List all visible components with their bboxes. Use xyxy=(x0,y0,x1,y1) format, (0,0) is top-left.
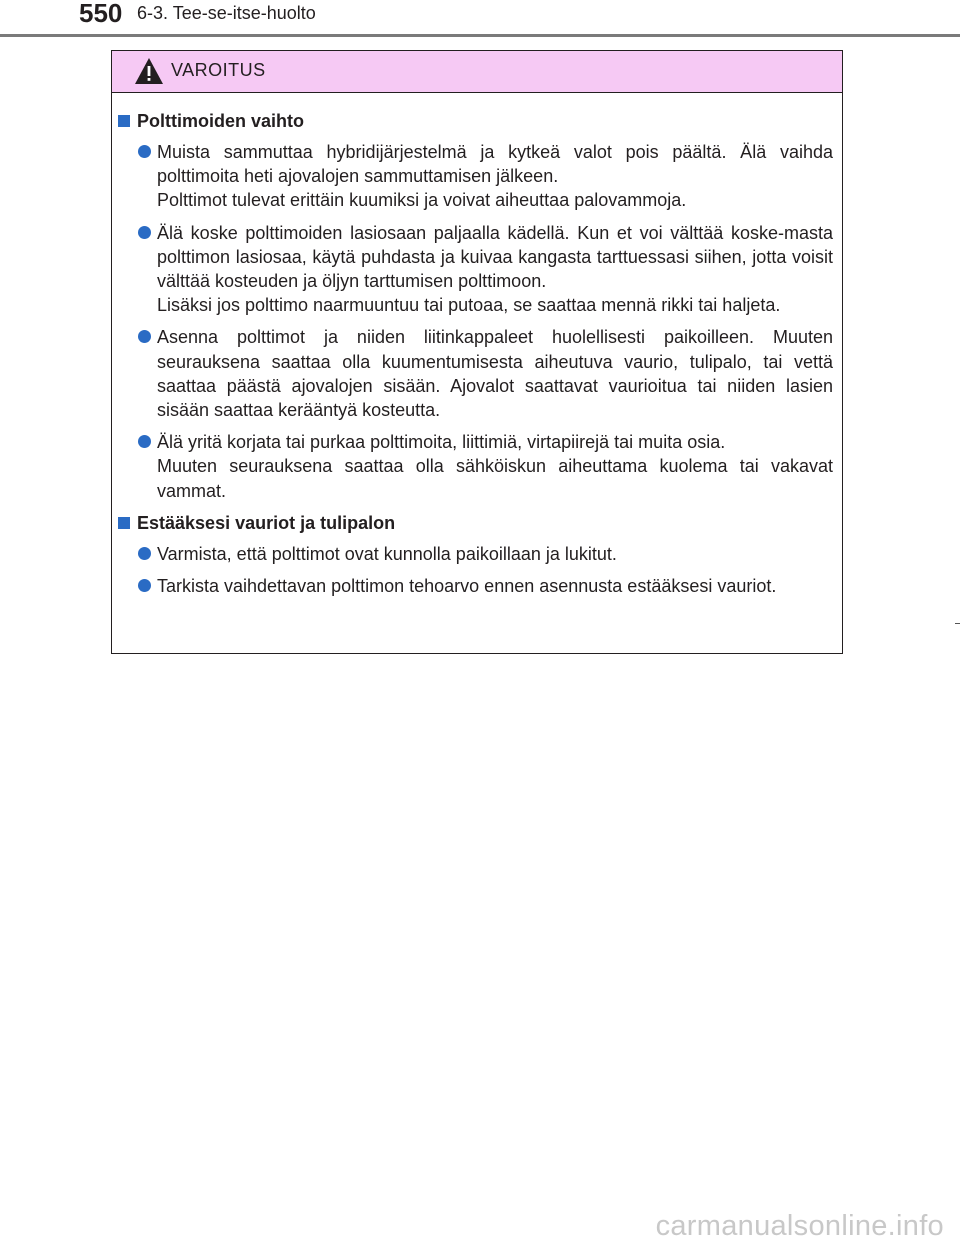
section-heading xyxy=(112,511,842,535)
list-item xyxy=(112,574,842,598)
square-bullet-icon xyxy=(118,517,130,529)
list-item xyxy=(112,140,842,213)
list-item xyxy=(112,221,842,318)
bullet-dot-icon xyxy=(138,547,151,560)
bullet-dot-icon xyxy=(138,435,151,448)
bullet-paragraph: Polttimot tulevat erittäin kuumiksi ja voivat aiheuttaa palovammoja. xyxy=(157,190,687,211)
warning-body xyxy=(112,109,842,606)
header-divider xyxy=(0,34,960,37)
watermark-text: carmanualsonline.info xyxy=(655,1210,944,1242)
bullet-paragraph: Lisäksi jos polttimo naarmuuntuu tai putoaa, se saattaa mennä rikki tai haljeta. xyxy=(157,295,781,316)
section-heading xyxy=(112,109,842,133)
warning-header xyxy=(112,51,842,93)
bullet-dot-icon xyxy=(138,226,151,239)
margin-tick xyxy=(955,623,960,624)
page-number: 550 xyxy=(79,0,123,28)
bullet-paragraph: Asenna polttimot ja niiden liitinkappaleet huolellisesti paikoilleen. Muuten seurauksena saattaa olla kuumentumisesta aiheutuva vaurio, tulipalo, tai vettä saattaa päästä ajovalojen sisään. Ajovalot saattavat vaurioitua tai niiden lasien sisään saattaa kerääntyä kosteutta. xyxy=(157,327,833,421)
bullet-paragraph: Muuten seurauksena saattaa olla sähköiskun aiheuttama kuolema tai vakavat vammat. xyxy=(157,456,833,501)
page-header xyxy=(0,0,960,40)
list-item xyxy=(112,542,842,566)
bullet-dot-icon xyxy=(138,145,151,158)
section-heading-text: Polttimoiden vaihto xyxy=(137,111,305,131)
bullet-paragraph: Varmista, että polttimot ovat kunnolla paikoillaan ja lukitut. xyxy=(157,543,617,564)
bullet-paragraph: Muista sammuttaa hybridijärjestelmä ja kytkeä valot pois päältä. Älä vaihda polttimoita heti ajovalojen sammuttamisen jälkeen. xyxy=(157,142,833,187)
warning-triangle-icon xyxy=(134,57,164,85)
bullet-paragraph: Älä koske polttimoiden lasiosaan paljaalla kädellä. Kun et voi välttää koske-masta polttimon lasiosaa, käytä puhdasta ja kuivaa kangasta tarttuessasi siihen, jotta voisit välttää kosteuden ja öljyn tarttumisen polttimoon. xyxy=(157,222,833,292)
section-heading-text: Estääksesi vauriot ja tulipalon xyxy=(137,512,396,533)
bullet-paragraph: Älä yritä korjata tai purkaa polttimoita, liittimiä, virtapiirejä tai muita osia. xyxy=(157,432,726,453)
section-title: 6-3. Tee-se-itse-huolto xyxy=(137,3,316,23)
list-item xyxy=(112,430,842,503)
bullet-dot-icon xyxy=(138,330,151,343)
bullet-paragraph: Tarkista vaihdettavan polttimon tehoarvo ennen asennusta estääksesi vauriot. xyxy=(157,576,777,597)
bullet-dot-icon xyxy=(138,579,151,592)
warning-title: VAROITUS xyxy=(171,60,266,80)
square-bullet-icon xyxy=(118,115,130,127)
list-item xyxy=(112,325,842,422)
warning-box xyxy=(111,50,843,654)
